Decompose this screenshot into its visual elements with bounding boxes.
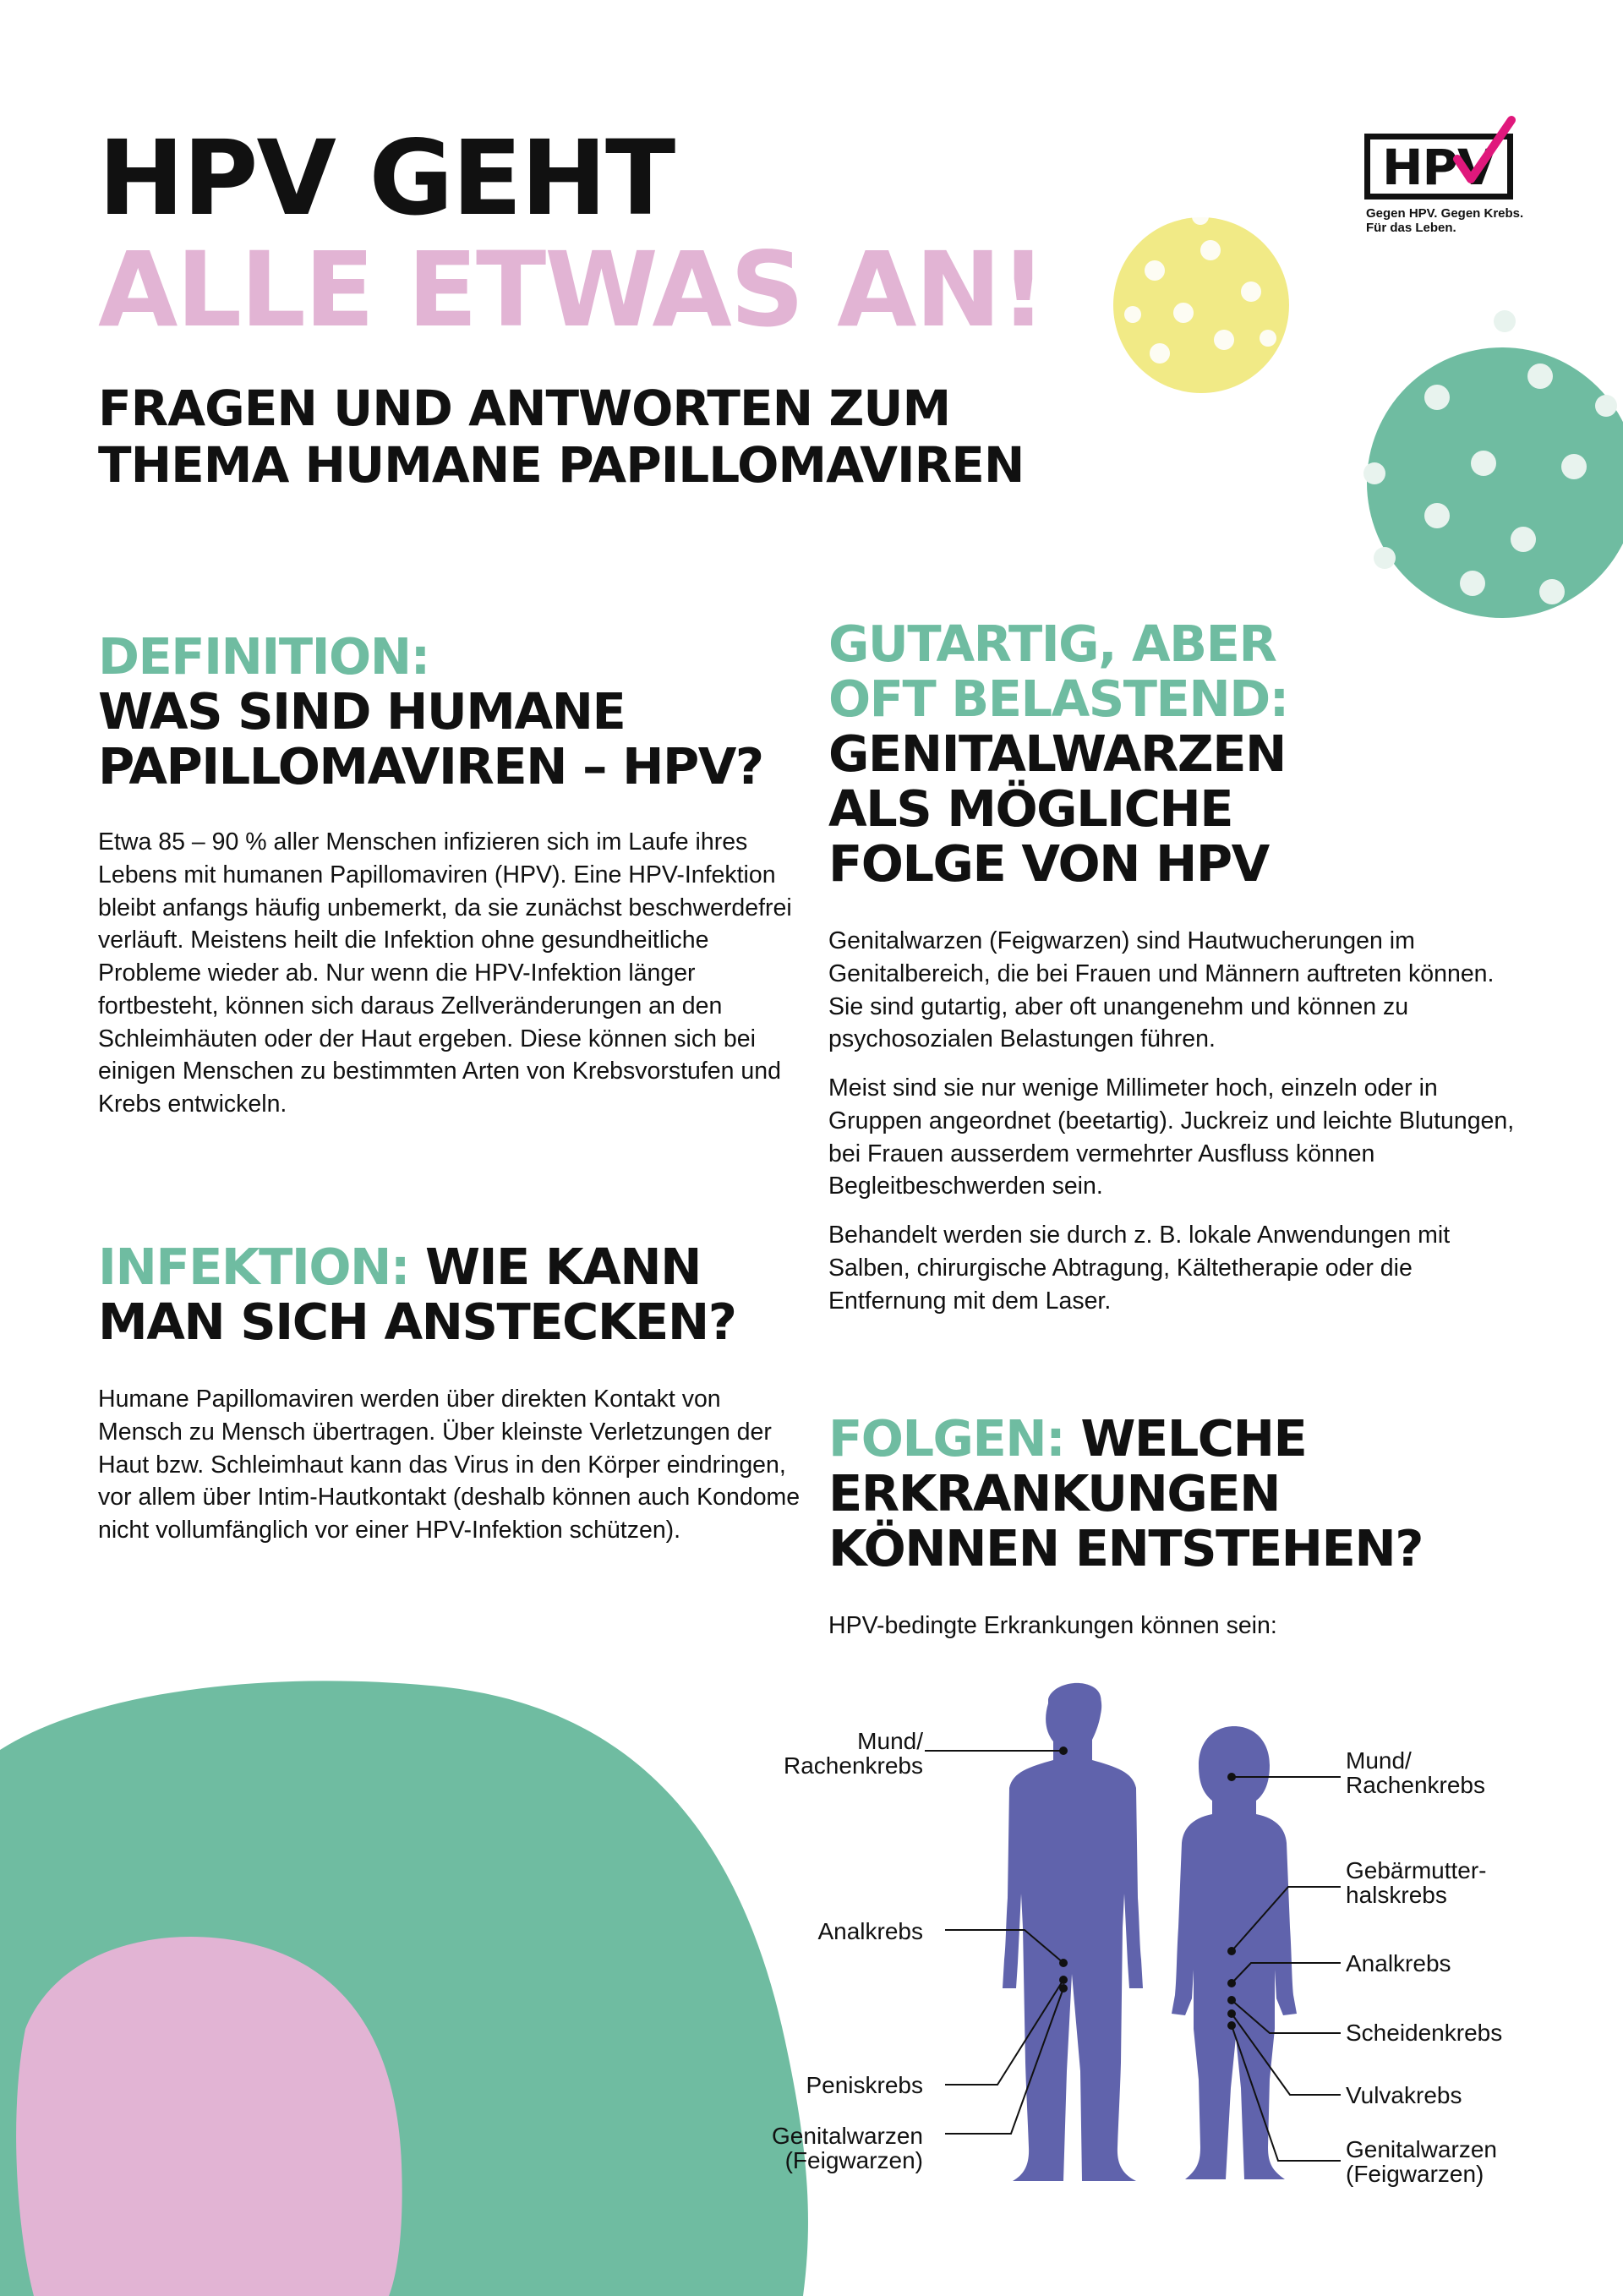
logo-tagline: Gegen HPV. Gegen Krebs. Für das Leben. [1366, 206, 1524, 236]
gutartig-heading: GUTARTIG, ABER OFT BELASTEND: GENITALWARZEN ALS MÖGLICHE FOLGE VON HPV [828, 615, 1288, 893]
infektion-heading: INFEKTION: WIE KANN MAN SICH ANSTECKEN? [98, 1238, 736, 1351]
label-female-vulvakrebs: Vulvakrebs [1346, 2082, 1462, 2108]
page-title-line2: ALLE ETWAS AN! [98, 230, 1046, 350]
label-male-genitalwarzen: Genitalwarzen (Feigwarzen) [772, 2123, 923, 2174]
label-female-scheidenkrebs: Scheidenkrebs [1346, 2020, 1503, 2046]
label-female-analkrebs: Analkrebs [1346, 1950, 1451, 1976]
logo-text: HPV [1382, 139, 1495, 196]
page-subtitle: FRAGEN UND ANTWORTEN ZUM THEMA HUMANE PAPILLOMAVIREN [98, 380, 1025, 494]
page-title-line1: HPV GEHT [98, 118, 675, 238]
label-male-analkrebs: Analkrebs [817, 1918, 923, 1944]
label-male-mund-rachenkrebs: Mund/ Rachenkrebs [784, 1728, 923, 1779]
definition-heading: DEFINITION: WAS SIND HUMANE PAPILLOMAVIREN – HPV? [98, 627, 763, 795]
label-female-mund-rachenkrebs: Mund/ Rachenkrebs [1346, 1747, 1485, 1799]
label-female-genitalwarzen: Genitalwarzen (Feigwarzen) [1346, 2136, 1497, 2188]
gutartig-paragraph: Genitalwarzen (Feigwarzen) sind Hautwucherungen im Genitalbereich, die bei Frauen und Männern auftreten können. Sie sind gutartig, aber oft unangenehm und können zu psychosozialen Belastungen führen. [828, 927, 1495, 1053]
label-male-peniskrebs: Peniskrebs [806, 2072, 923, 2098]
gutartig-paragraph: Meist sind sie nur wenige Millimeter hoch, einzeln oder in Gruppen angeordnet (beetartig). Juckreiz und leichte Blutungen, bei Frauen ausserdem vermehrter Ausfluss können Begleitbeschwerden sein. [828, 1074, 1515, 1200]
infektion-body: Humane Papillomaviren werden über direkten Kontakt von Mensch zu Mensch übertragen. Über kleinste Verletzungen der Haut bzw. Schleimhaut kann das Virus in den Körper eindringen, vor allem über Intim-Hautkontakt (deshalb können auch Kondome nicht vollumfänglich vor einer HPV-Infektion schützen). [98, 1386, 801, 1544]
label-female-gebaermutterhalskrebs: Gebärmutter- halskrebs [1346, 1857, 1487, 1909]
definition-body: Etwa 85 – 90 % aller Menschen infizieren sich im Laufe ihres Lebens mit humanen Papillomaviren (HPV). Eine HPV-Infektion bleibt anfangs häufig unbemerkt, da sie zunächst beschwerdefrei verläuft. Meistens heilt die Infektion ohne gesundheitliche Probleme wieder ab. Nur wenn die HPV-Infektion länger fortbesteht, können sich daraus Zellveränderungen an den Schleimhäuten oder der Haut ergeben. Diese können sich bei einigen Menschen zu bestimmten Arten von Krebsvorstufen und Krebs entwickeln. [98, 828, 792, 1118]
folgen-intro: HPV-bedingte Erkrankungen können sein: [828, 1612, 1277, 1639]
folgen-heading: FOLGEN: WELCHE ERKRANKUNGEN KÖNNEN ENTSTEHEN? [828, 1409, 1423, 1577]
male-figure-illustration [1003, 1683, 1143, 2181]
gutartig-paragraph: Behandelt werden sie durch z. B. lokale Anwendungen mit Salben, chirurgische Abtragung, Kältetherapie oder die Entfernung mit dem Laser. [828, 1222, 1451, 1315]
